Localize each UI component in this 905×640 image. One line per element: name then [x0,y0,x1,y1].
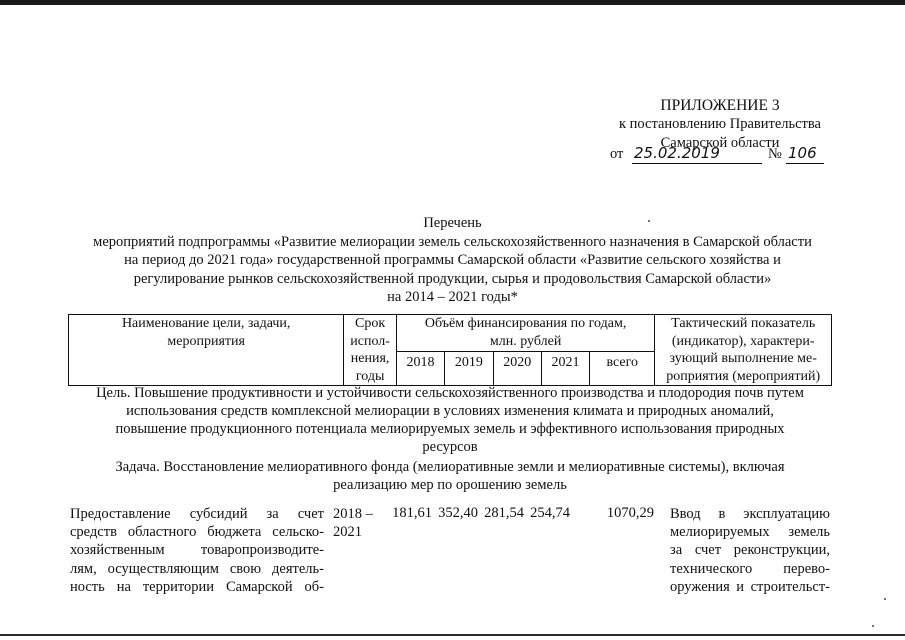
value-2021: 254,74 [530,505,570,521]
task-text [52,458,848,494]
measure-indicator [670,505,830,596]
header-term-line: Срок [355,316,386,331]
header-indicator-cell [655,315,832,386]
measure-name [70,505,324,596]
measure-name-line: Предоставление субсидий за счет [70,506,324,522]
measure-indicator-line: за счет реконструкции, [670,542,830,559]
header-year-2021: 2021 [541,351,589,386]
title-line-3: на период до 2021 года» государственной программы Самарской области «Развитие сельского хозяйства и [124,252,781,268]
decree-date-number-line [610,146,850,166]
table-header [68,314,832,386]
handwritten-date: 25.02.2019 [634,144,720,162]
scan-speck [872,625,874,627]
goal-line: повышение продукционного потенциала мелиорируемых земель и эффективного использования природных [115,421,785,437]
number-label: № [768,146,782,162]
goal-line: использования средств комплексной мелиорации в условиях изменения климата и природных аномалий, [126,403,774,419]
header-name-cell [69,315,344,386]
header-term-cell [344,315,397,386]
header-term-line: испол- [350,333,390,349]
measure-indicator-line: технического перево- [670,560,830,577]
goal-text [52,384,848,456]
handwritten-number: 106 [788,144,817,162]
value-2020: 281,54 [484,505,524,521]
scan-top-edge [0,0,905,5]
title-line-2: мероприятий подпрограммы «Развитие мелиорации земель сельскохозяйственного назначения в Самарской области [93,233,812,250]
value-total: 1070,29 [606,505,654,521]
header-funding-cell [396,315,654,352]
measure-name-line: лям, осуществляющим свою деятель- [70,560,324,577]
header-indicator-line: зующий выполнение ме- [669,351,817,366]
measure-name-line: средств областного бюджета сельско- [70,524,324,541]
value-2018: 181,61 [392,505,432,521]
header-term-line: годы [355,368,385,384]
measure-term-line: 2018 – [333,506,373,522]
appendix-line-2: Самарской области [660,135,780,151]
header-indicator-line: (индикатор), характери- [671,333,815,349]
value-2019: 352,40 [438,505,478,521]
header-indicator-line: роприятия (мероприятий) [666,368,821,384]
goal-line: Цель. Повышение продуктивности и устойчивости сельскохозяйственного производства и плодородия почв путем [96,385,804,401]
number-underline [786,163,824,164]
goal-line: ресурсов [422,439,478,455]
measure-indicator-line: Ввод в эксплуатацию [670,506,830,522]
header-indicator-line: Тактический показатель [671,316,816,331]
from-label: от [610,146,624,162]
measure-name-line: ность на территории Самарской об- [70,578,324,595]
title-line-5: на 2014 – 2021 годы* [387,289,518,305]
scan-bottom-edge [0,634,905,636]
measure-indicator-line: оружения и строительст- [670,578,830,595]
header-total: всего [590,351,655,386]
header-funding-line: Объём финансирования по годам, [424,316,627,331]
scan-speck [884,598,886,600]
appendix-heading: ПРИЛОЖЕНИЕ 3 [660,97,780,114]
document-title [40,214,865,307]
measure-term [333,505,383,541]
measure-term-line: 2021 [333,524,362,541]
header-year-2020: 2020 [493,351,541,386]
header-name-line: Наименование цели, задачи, [121,316,291,331]
task-line: реализацию мер по орошению земель [333,477,567,493]
appendix-line-1: к постановлению Правительства [619,116,821,132]
title-line-1: Перечень [423,215,482,231]
header-year-2018: 2018 [396,351,444,386]
header-funding-line: млн. рублей [489,333,562,349]
header-name-line: мероприятия [167,333,245,349]
date-underline [632,163,762,164]
task-line: Задача. Восстановление мелиоративного фонда (мелиоративные земли и мелиоративные системы), включая [115,459,785,475]
measure-indicator-line: мелиорируемых земель [670,524,830,541]
measure-name-line: хозяйственным товаропроизводите- [70,542,324,559]
title-line-4: регулирование рынков сельскохозяйственной продукции, сырья и продовольствия Самарской области» [133,270,772,287]
header-term-line: нения, [350,351,390,366]
header-year-2019: 2019 [445,351,493,386]
